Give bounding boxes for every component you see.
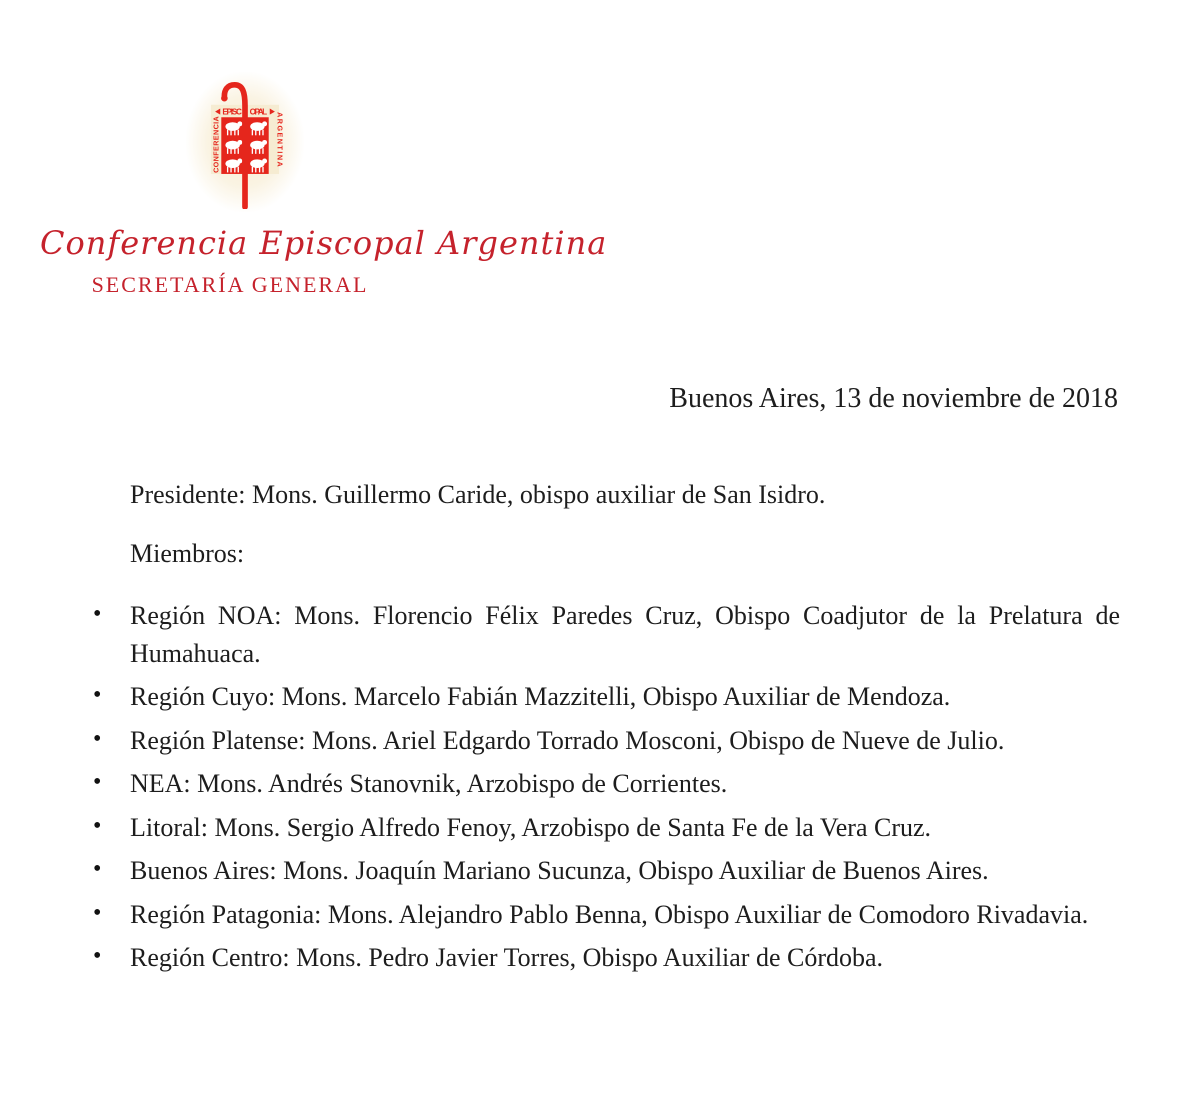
bullet-icon: • [93, 856, 102, 882]
member-text: NEA: Mons. Andrés Stanovnik, Arzobispo de Corrientes. [130, 769, 728, 798]
member-item [93, 722, 1120, 760]
bullet-icon: • [93, 601, 102, 627]
crest-right-text: ARGENTINA [275, 112, 285, 167]
member-text: Región NOA: Mons. Florencio Félix Paredes Cruz, Obispo Coadjutor de la Prelatura de Humahuaca. [130, 601, 1120, 668]
crest-top-text-left: EPISC [222, 107, 242, 117]
members-heading: Miembros: [130, 539, 245, 568]
crest-left-text: CONFERENCIA [211, 116, 221, 173]
crest-top-text-right: OPAL [249, 107, 268, 117]
member-item [93, 939, 1120, 977]
member-item [93, 678, 1120, 716]
letter-content [93, 476, 1120, 983]
dateline: Buenos Aires, 13 de noviembre de 2018 [669, 383, 1118, 414]
member-item [93, 765, 1120, 803]
bullet-icon: • [93, 899, 102, 926]
member-text: Región Cuyo: Mons. Marcelo Fabián Mazzitelli, Obispo Auxiliar de Mendoza. [130, 682, 951, 711]
member-text: Región Patagonia: Mons. Alejandro Pablo Benna, Obispo Auxiliar de Comodoro Rivadavia. [130, 899, 1089, 929]
org-department: SECRETARÍA GENERAL [91, 272, 369, 297]
bullet-icon: • [93, 812, 102, 839]
org-logo [186, 72, 304, 212]
member-item [93, 896, 1120, 934]
bullet-icon: • [93, 769, 102, 795]
member-item [93, 809, 1120, 847]
bishop-crest-icon [193, 75, 297, 209]
org-name-script: Conferencia Episcopal Argentina [40, 224, 608, 262]
member-text: Región Centro: Mons. Pedro Javier Torres, Obispo Auxiliar de Córdoba. [130, 943, 884, 972]
member-text: Región Platense: Mons. Ariel Edgardo Torrado Mosconi, Obispo de Nueve de Julio. [130, 725, 1005, 755]
member-item [93, 597, 1120, 672]
member-text: Litoral: Mons. Sergio Alfredo Fenoy, Arzobispo de Santa Fe de la Vera Cruz. [130, 812, 932, 842]
bullet-icon: • [93, 682, 102, 708]
bullet-icon: • [93, 725, 102, 752]
member-text: Buenos Aires: Mons. Joaquín Mariano Sucunza, Obispo Auxiliar de Buenos Aires. [130, 856, 989, 885]
bullet-icon: • [93, 943, 102, 969]
members-list [93, 597, 1120, 977]
member-item [93, 852, 1120, 890]
president-line: Presidente: Mons. Guillermo Caride, obispo auxiliar de San Isidro. [130, 480, 826, 509]
